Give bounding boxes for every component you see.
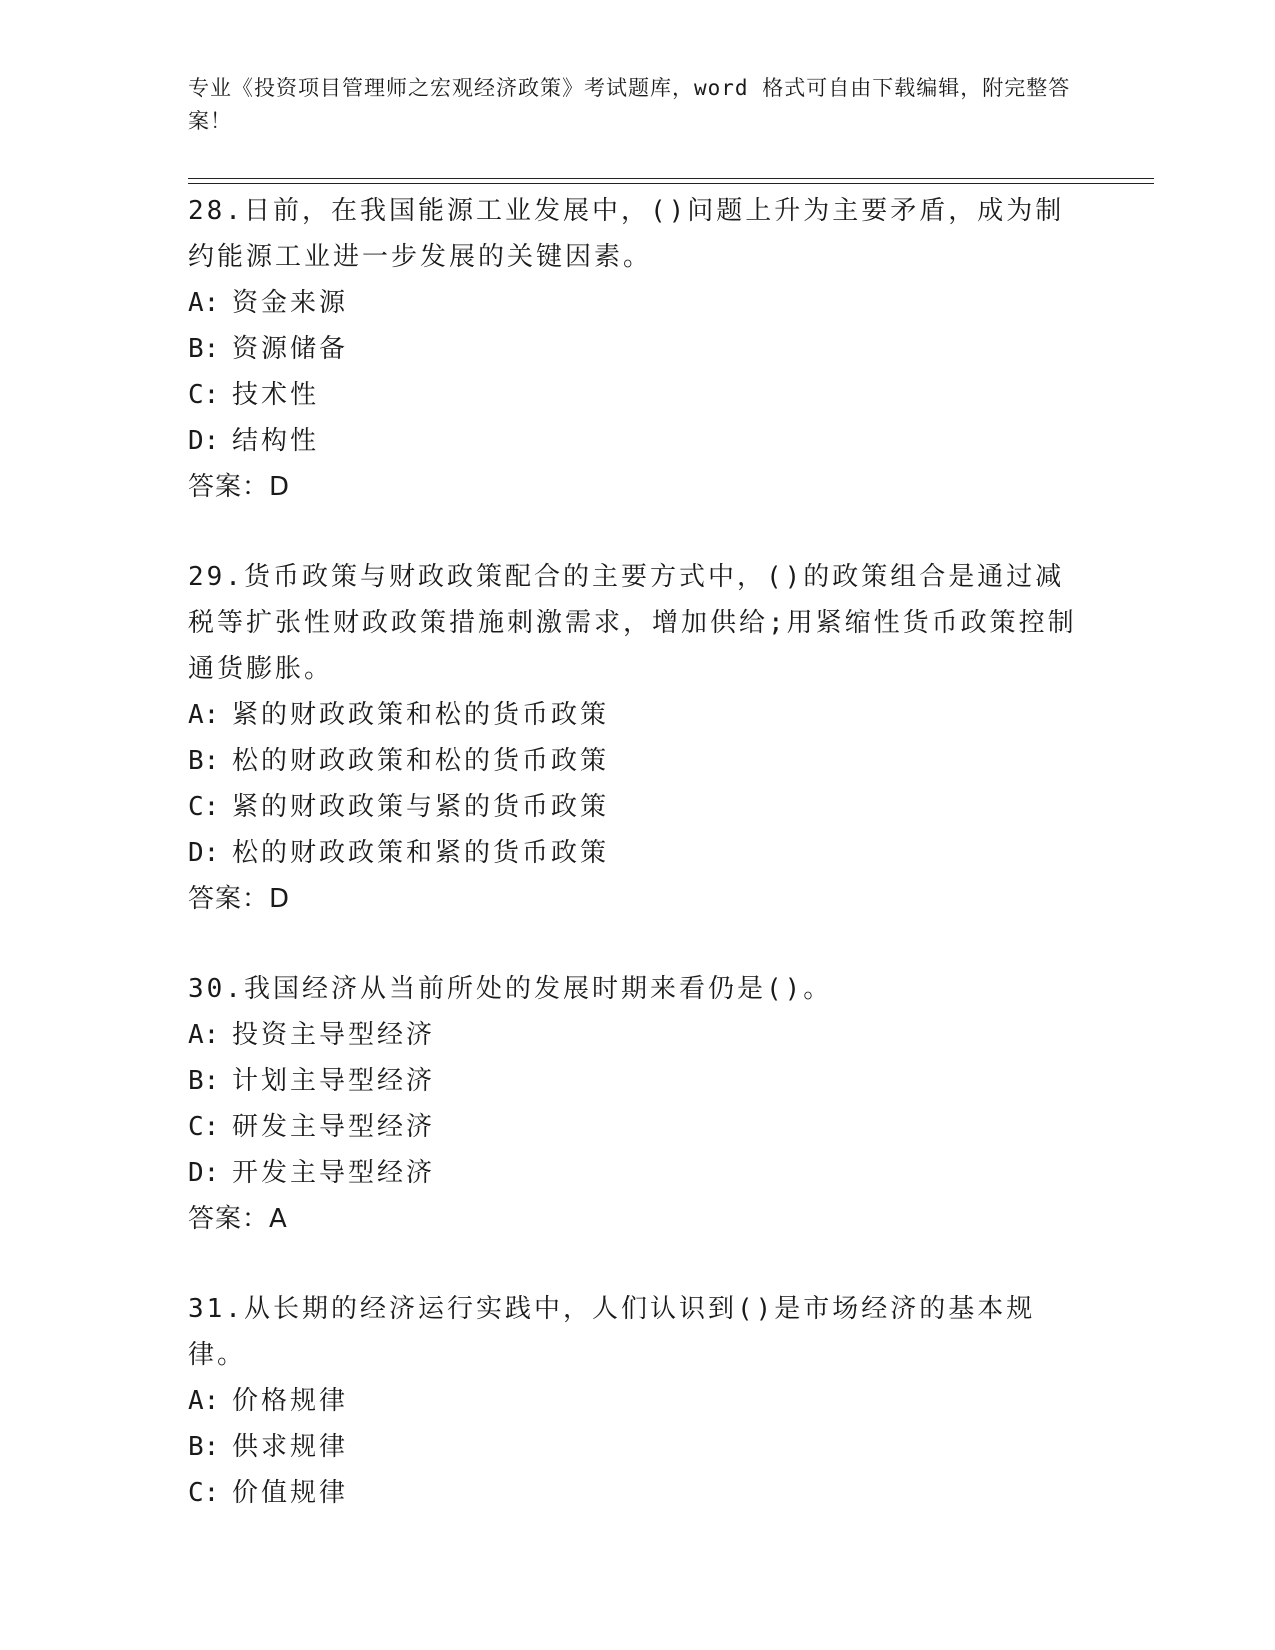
answer-line: 答案：A — [188, 1204, 288, 1234]
option-text: 计划主导型经济 — [232, 1066, 436, 1096]
option-letter: A: — [188, 1020, 220, 1050]
option-a — [188, 692, 1088, 738]
header-divider-top — [188, 178, 1154, 179]
option-c — [188, 1104, 1088, 1150]
question-30 — [188, 966, 1088, 1242]
option-text: 资源储备 — [232, 334, 349, 364]
question-31 — [188, 1286, 1088, 1516]
option-text: 投资主导型经济 — [232, 1020, 436, 1050]
option-text: 研发主导型经济 — [232, 1112, 436, 1142]
option-d — [188, 830, 1088, 876]
option-letter: C: — [188, 380, 220, 410]
question-list — [188, 188, 1088, 1560]
question-stem: 28.日前，在我国能源工业发展中，()问题上升为主要矛盾，成为制约能源工业进一步发展的关键因素。 — [188, 196, 1065, 272]
question-28 — [188, 188, 1088, 510]
option-text: 开发主导型经济 — [232, 1158, 436, 1188]
option-text: 紧的财政政策与紧的货币政策 — [232, 792, 610, 822]
option-letter: B: — [188, 746, 220, 776]
option-a — [188, 280, 1088, 326]
option-text: 技术性 — [232, 380, 320, 410]
option-text: 价值规律 — [232, 1478, 349, 1508]
option-text: 结构性 — [232, 426, 320, 456]
option-letter: A: — [188, 1386, 220, 1416]
document-header: 专业《投资项目管理师之宏观经济政策》考试题库，word 格式可自由下载编辑，附完整答案！ — [188, 76, 1071, 133]
option-b — [188, 326, 1088, 372]
option-letter: D: — [188, 426, 220, 456]
option-text: 资金来源 — [232, 288, 349, 318]
answer-line: 答案：D — [188, 472, 291, 502]
option-a — [188, 1378, 1088, 1424]
option-letter: B: — [188, 334, 220, 364]
question-29 — [188, 554, 1088, 922]
option-text: 价格规律 — [232, 1386, 349, 1416]
option-d — [188, 418, 1088, 464]
option-letter: A: — [188, 700, 220, 730]
option-letter: B: — [188, 1066, 220, 1096]
option-letter: C: — [188, 792, 220, 822]
option-b — [188, 1058, 1088, 1104]
option-b — [188, 738, 1088, 784]
option-text: 松的财政政策和松的货币政策 — [232, 746, 610, 776]
option-letter: B: — [188, 1432, 220, 1462]
option-b — [188, 1424, 1088, 1470]
option-c — [188, 784, 1088, 830]
question-stem: 30.我国经济从当前所处的发展时期来看仍是()。 — [188, 974, 833, 1004]
option-c — [188, 1470, 1088, 1516]
answer-line: 答案：D — [188, 884, 291, 914]
option-a — [188, 1012, 1088, 1058]
option-c — [188, 372, 1088, 418]
option-letter: C: — [188, 1112, 220, 1142]
option-d — [188, 1150, 1088, 1196]
option-letter: D: — [188, 838, 220, 868]
option-letter: C: — [188, 1478, 220, 1508]
option-text: 紧的财政政策和松的货币政策 — [232, 700, 610, 730]
option-letter: A: — [188, 288, 220, 318]
question-stem: 29.货币政策与财政政策配合的主要方式中，()的政策组合是通过减税等扩张性财政政策措施刺激需求，增加供给;用紧缩性货币政策控制通货膨胀。 — [188, 562, 1077, 684]
question-stem: 31.从长期的经济运行实践中，人们认识到()是市场经济的基本规律。 — [188, 1294, 1036, 1370]
option-text: 松的财政政策和紧的货币政策 — [232, 838, 610, 868]
option-letter: D: — [188, 1158, 220, 1188]
option-text: 供求规律 — [232, 1432, 349, 1462]
header-divider-bottom — [188, 183, 1154, 184]
